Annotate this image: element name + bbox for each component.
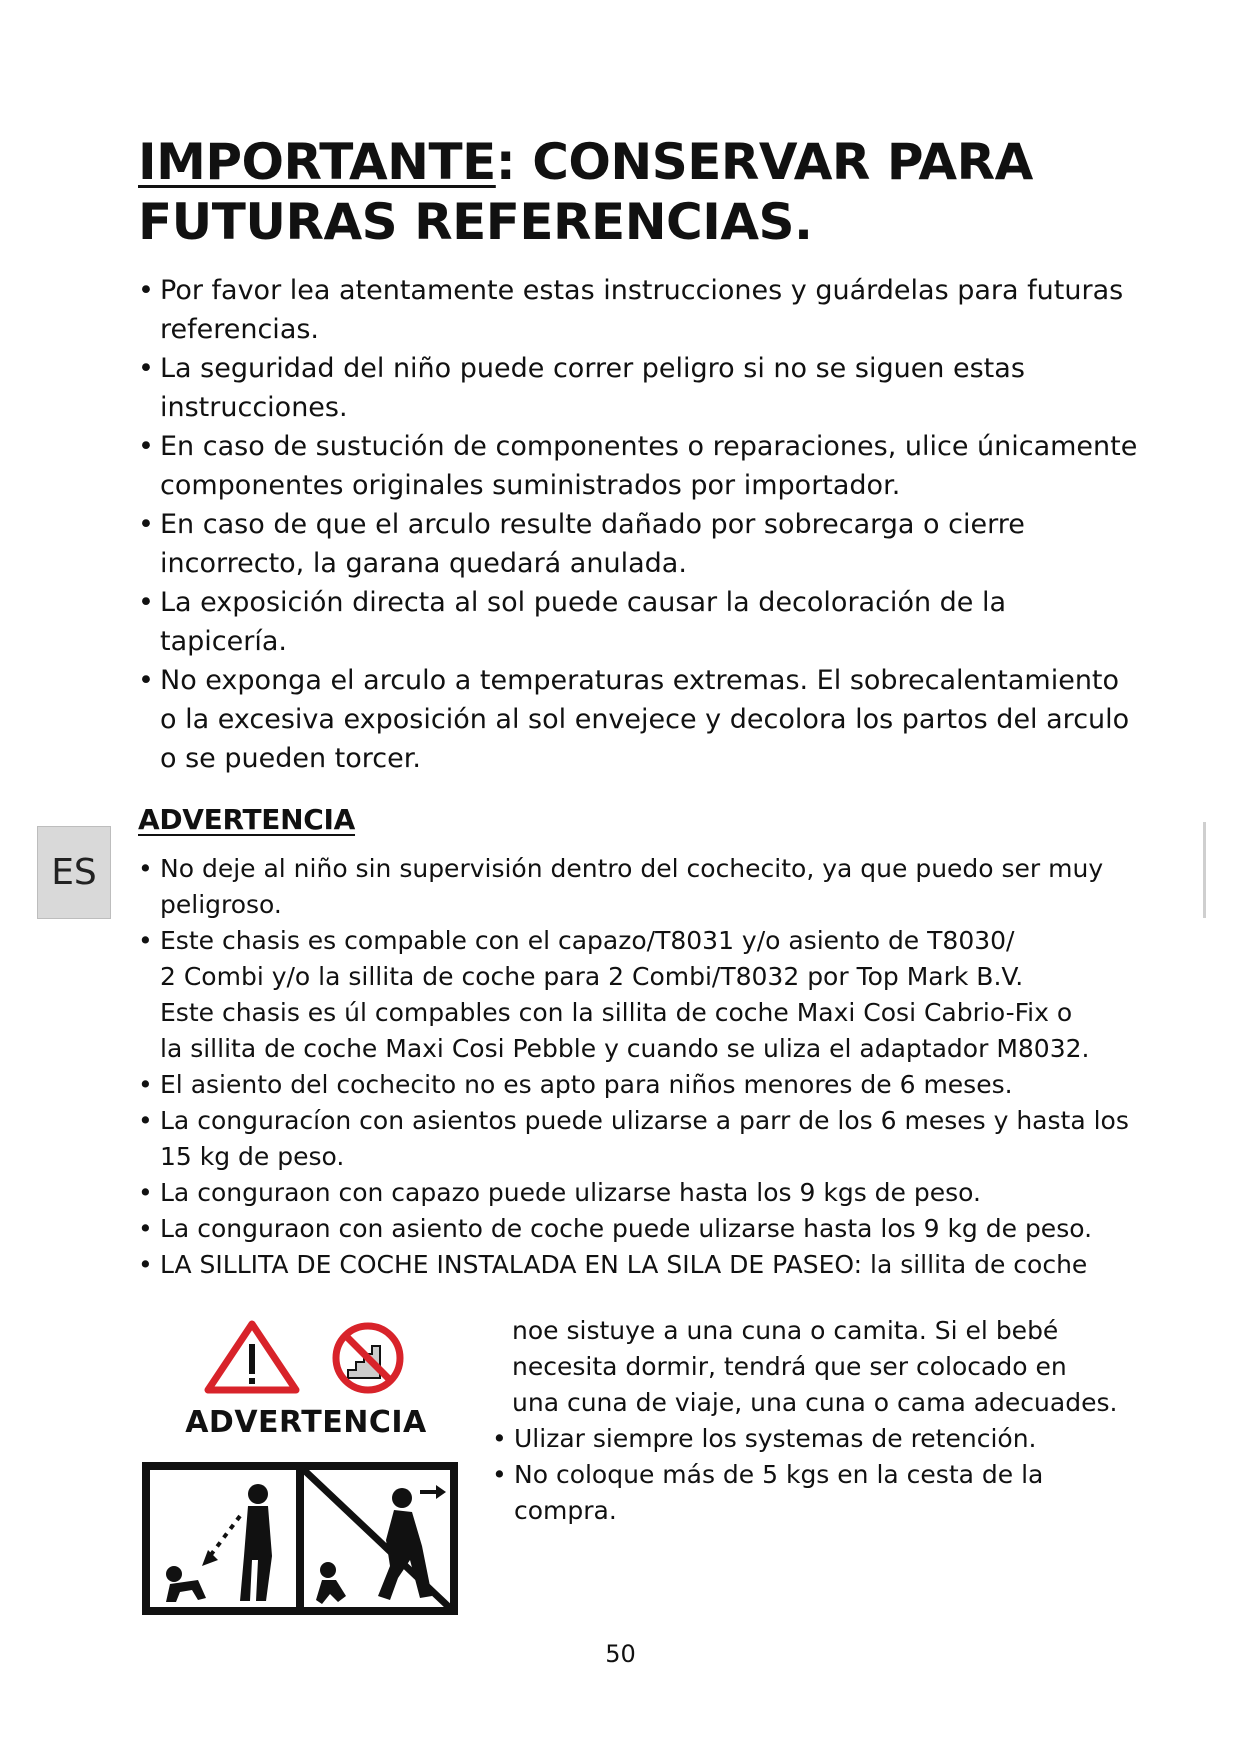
list-item: • La exposición directa al sol puede causar la decoloración de la tapicería. <box>138 583 1138 661</box>
list-item: • La conguraon con asiento de coche puede ulizarse hasta los 9 kg de peso. <box>138 1211 1138 1247</box>
warning-heading: ADVERTENCIA <box>138 803 356 836</box>
warning-tail-list <box>492 1421 1132 1529</box>
list-item: • La conguraon con capazo puede ulizarse hasta los 9 kgs de peso. <box>138 1175 1138 1211</box>
page-number: 50 <box>605 1640 636 1668</box>
list-item-continuation: la sillita de coche Maxi Cosi Pebble y cuando se uliza el adaptador M8032. <box>160 1034 1090 1063</box>
title-line1-rest: : CONSERVAR PARA <box>495 133 1033 191</box>
list-item: • LA SILLITA DE COCHE INSTALADA EN LA SILA DE PASEO: la sillita de coche <box>138 1247 1138 1283</box>
list-item: • En caso de sustución de componentes o reparaciones, ulice únicamente componentes originales suministrados por importador. <box>138 427 1138 505</box>
no-unsupervised-child-icon <box>146 1466 300 1611</box>
list-item: • No coloque más de 5 kgs en la cesta de la compra. <box>492 1457 1132 1529</box>
title-important: IMPORTANTE <box>138 133 496 191</box>
warning-pictogram <box>140 1316 480 1616</box>
no-leaving-child-icon <box>300 1466 454 1611</box>
pictogram-label: ADVERTENCIA <box>185 1405 427 1440</box>
list-item-continuation: 2 Combi y/o la sillita de coche para 2 Combi/T8032 por Top Mark B.V. <box>160 962 1024 991</box>
list-item: • Por favor lea atentamente estas instrucciones y guárdelas para futuras referencias. <box>138 271 1138 349</box>
page-title <box>138 132 1138 252</box>
continuation-line: necesita dormir, tendrá que ser colocado en <box>512 1352 1067 1381</box>
car-seat-note-continuation <box>512 1313 1132 1421</box>
list-item: • La conguracíon con asientos puede ulizarse a parr de los 6 meses y hasta los 15 kg de peso. <box>138 1103 1138 1175</box>
list-item: • Ulizar siempre los systemas de retención. <box>492 1421 1132 1457</box>
warning-triangle-icon <box>208 1324 296 1390</box>
warning-list <box>138 851 1138 1283</box>
list-item: • En caso de que el arculo resulte dañado por sobrecarga o cierre incorrecto, la garana quedará anulada. <box>138 505 1138 583</box>
page-edge-marker <box>1203 822 1206 918</box>
list-item-continuation: Este chasis es úl compables con la sillita de coche Maxi Cosi Cabrio-Fix o <box>160 998 1073 1027</box>
continuation-line: noe sistuye a una cuna o camita. Si el bebé <box>512 1316 1059 1345</box>
list-item: • No deje al niño sin supervisión dentro del cochecito, ya que puedo ser muy peligroso. <box>138 851 1138 923</box>
language-tab: ES <box>37 826 111 919</box>
title-line2: FUTURAS REFERENCIAS. <box>138 193 813 251</box>
list-item: • La seguridad del niño puede correr peligro si no se siguen estas instrucciones. <box>138 349 1138 427</box>
list-item: • Este chasis es compable con el capazo/T8031 y/o asiento de T8030/ <box>138 923 1138 959</box>
list-item: • El asiento del cochecito no es apto para niños menores de 6 meses. <box>138 1067 1138 1103</box>
intro-list <box>138 271 1138 778</box>
list-item: • No exponga el arculo a temperaturas extremas. El sobrecalentamiento o la excesiva exposición al sol envejece y decolora los partos del arculo o se pueden torcer. <box>138 661 1138 778</box>
continuation-line: una cuna de viaje, una cuna o cama adecuades. <box>512 1388 1118 1417</box>
no-stairs-icon <box>336 1326 400 1390</box>
